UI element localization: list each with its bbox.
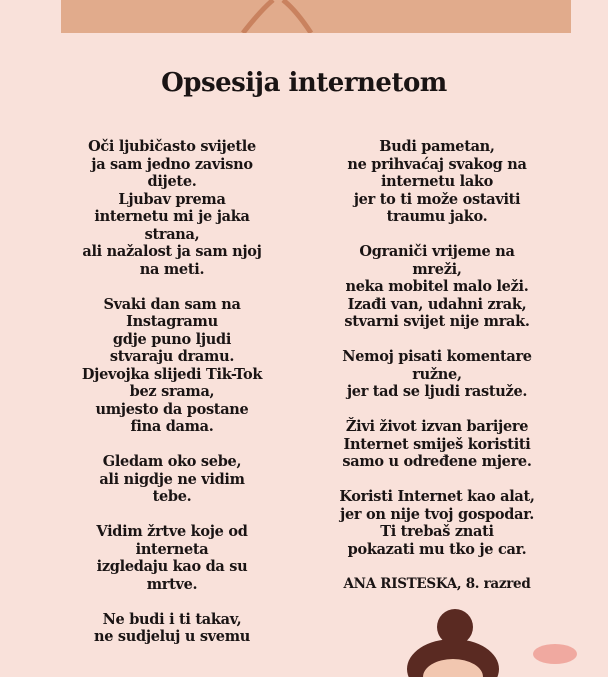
poem-line: bez srama, — [129, 383, 215, 400]
poem-line: Izađi van, udahni zrak, — [347, 295, 527, 313]
poem-line: mrtve. — [146, 575, 198, 593]
poem-line: umjesto da postane — [95, 400, 249, 418]
poem-author: ANA RISTESKA, 8. razred — [343, 575, 531, 592]
poem-line: Nemoj pisati komentare — [342, 348, 532, 365]
poem-line: Živi život izvan barijere — [345, 418, 529, 435]
poem-line: stvarni svijet nije mrak. — [344, 313, 530, 330]
poem-stanza — [52, 138, 292, 278]
poem-line: Gledam oko sebe, — [102, 453, 242, 470]
poem-line: ne sudjeluj u svemu — [93, 628, 251, 645]
poem-stanza — [52, 453, 292, 506]
poem-line: Instagramu — [126, 313, 218, 330]
poem-line: Budi pametan, — [379, 138, 495, 155]
poem-line: ali nažalost ja sam njoj — [82, 243, 262, 260]
poem-line: Ne budi i ti takav, — [102, 610, 242, 628]
poem-line: na meti. — [139, 260, 205, 278]
poem-line: ja sam jedno zavisno — [91, 155, 253, 173]
poem-line: gdje puno ljudi — [112, 330, 232, 348]
poem-line: mreži, — [412, 260, 462, 278]
poem-right-column — [317, 138, 557, 593]
poem-line: Ljubav prema — [118, 190, 226, 208]
poem-line: Djevojka slijedi Tik-Tok — [81, 365, 263, 383]
poem-stanza — [52, 523, 292, 593]
poem-stanza — [317, 348, 557, 401]
poem-line: ne prihvaćaj svakog na — [347, 155, 527, 173]
poem-line: Oči ljubičasto svijetle — [88, 138, 256, 155]
poem-stanza — [317, 243, 557, 331]
poem-stanza — [317, 488, 557, 558]
poem-line: fina dama. — [130, 418, 214, 435]
poem-line: interneta — [135, 540, 209, 558]
poem-line: Ti trebaš znati — [380, 523, 494, 540]
poem-line: stvaraju dramu. — [109, 348, 235, 365]
poem-line: traumu jako. — [386, 208, 488, 225]
poem-line: Koristi Internet kao alat, — [339, 488, 535, 505]
poem-line: jer to ti može ostaviti — [353, 190, 521, 208]
poem-line: jer tad se ljudi rastuže. — [346, 383, 528, 400]
poem-line: dijete. — [147, 173, 197, 190]
header-illustration — [61, 0, 571, 33]
poem-stanza — [52, 611, 292, 646]
poem-line: jer on nije tvoj gospodar. — [340, 505, 534, 523]
arms-illustration-icon — [61, 0, 571, 33]
poem-line: ali nigdje ne vidim — [99, 470, 245, 488]
poem-line: neka mobitel malo leži. — [345, 278, 529, 295]
poem-line: Vidim žrtve koje od — [96, 523, 248, 540]
poem-line: internetu lako — [380, 173, 494, 190]
poem-line: izgledaju kao da su — [96, 558, 248, 575]
poem-stanza — [52, 296, 292, 436]
poem-title: Opsesija internetom — [161, 68, 447, 98]
poem-line: internetu mi je jaka — [94, 208, 250, 225]
poem-stanza — [317, 418, 557, 471]
poem-line: ružne, — [412, 365, 462, 383]
poem-line: Ograniči vrijeme na — [359, 243, 515, 260]
poem-left-column — [52, 138, 292, 663]
poem-stanza — [317, 138, 557, 226]
poem-line: Svaki dan sam na — [103, 295, 241, 313]
girl-illustration-icon — [395, 607, 608, 677]
poem-line: Internet smiješ koristiti — [343, 435, 531, 453]
poem-line: tebe. — [152, 488, 192, 505]
poem-line: pokazati mu tko je car. — [347, 540, 527, 558]
poem-line: strana, — [144, 225, 200, 243]
poem-line: samo u određene mjere. — [342, 453, 532, 470]
